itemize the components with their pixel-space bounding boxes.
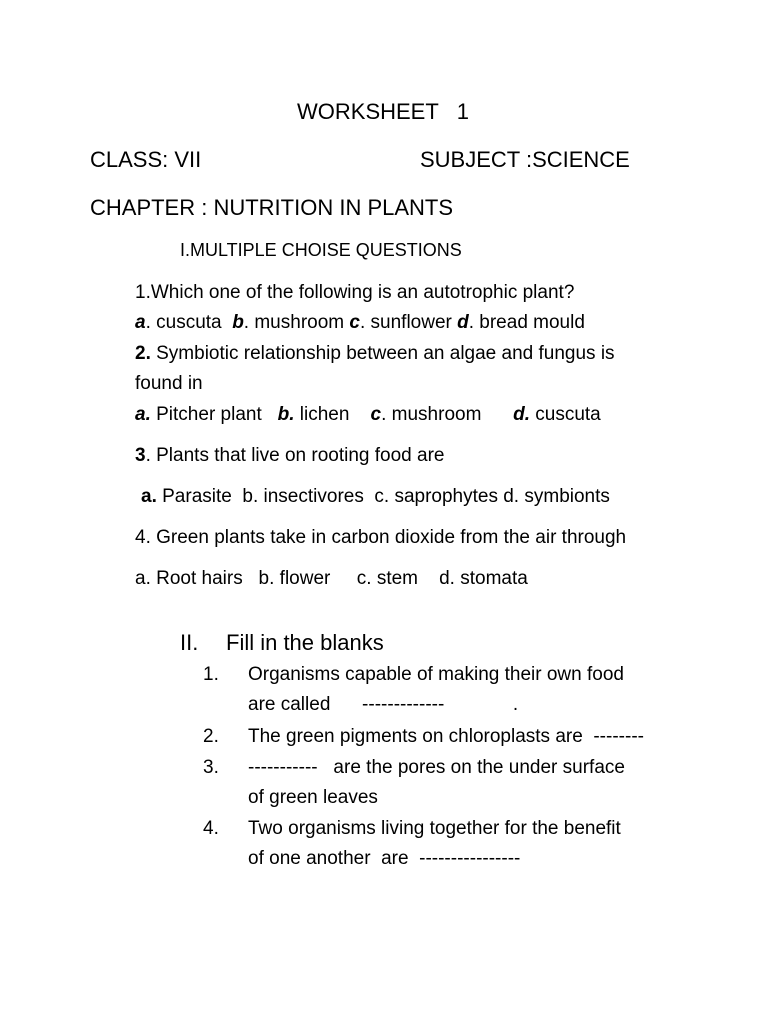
option-text: Parasite b. insectivores c. saprophytes d. symbionts (156, 486, 610, 507)
question-number: 2. (135, 343, 151, 364)
fill-item-number: 4. (203, 818, 219, 839)
option-text: . sunflower (359, 312, 458, 333)
fill-item-text: Organisms capable of making their own food (248, 664, 624, 685)
question-text: Symbiotic relationship between an algae and fungus is (150, 343, 615, 364)
question-text: . Plants that live on rooting food are (145, 445, 445, 466)
question-number: 3 (135, 445, 146, 466)
fill-item-number: 3. (203, 757, 219, 778)
mcq-heading: I.MULTIPLE CHOISE QUESTIONS (180, 240, 462, 260)
option-letter: a. (141, 486, 157, 507)
class-label: CLASS: VII (90, 147, 202, 172)
fill-item-number: 2. (203, 726, 219, 747)
subject-label: SUBJECT :SCIENCE (420, 147, 630, 172)
question-1-text: 1.Which one of the following is an autotrophic plant? (135, 282, 575, 303)
option-letter: b. (277, 404, 295, 425)
fill-item-text: Two organisms living together for the benefit (248, 818, 621, 839)
section-2-heading: Fill in the blanks (226, 630, 384, 655)
option-text: . cuscuta (145, 312, 233, 333)
option-text: . mushroom (381, 404, 514, 425)
fill-item-text: The green pigments on chloroplasts are -------- (248, 726, 644, 747)
fill-item-text: ----------- are the pores on the under surface (248, 757, 625, 778)
option-text: . bread mould (468, 312, 585, 333)
question-3-text (135, 445, 445, 467)
question-2-text-cont: found in (135, 373, 203, 394)
option-text: Pitcher plant (150, 404, 278, 425)
section-2-numeral: II. (180, 630, 199, 655)
chapter-title: CHAPTER : NUTRITION IN PLANTS (90, 195, 454, 220)
option-letter: c (349, 312, 360, 333)
option-text: . mushroom (243, 312, 350, 333)
option-letter: a. (135, 404, 151, 425)
question-4-options: a. Root hairs b. flower c. stem d. stomata (135, 568, 528, 589)
option-letter: d. (513, 404, 530, 425)
fill-item-number: 1. (203, 664, 219, 685)
option-letter: b (232, 312, 244, 333)
question-1-options (135, 312, 585, 334)
fill-item-text: of green leaves (248, 787, 378, 808)
option-letter: d (457, 312, 469, 333)
question-3-options (141, 486, 610, 508)
option-text: lichen (294, 404, 371, 425)
option-letter: a (135, 312, 146, 333)
fill-item-text: are called ------------- . (248, 694, 519, 715)
option-text: cuscuta (529, 404, 601, 425)
question-2-options (135, 404, 601, 426)
fill-item-text: of one another are ---------------- (248, 848, 521, 869)
option-letter: c (370, 404, 382, 425)
question-2-text (135, 343, 615, 365)
question-4-text: 4. Green plants take in carbon dioxide from the air through (135, 527, 627, 548)
worksheet-title: WORKSHEET 1 (297, 99, 469, 124)
